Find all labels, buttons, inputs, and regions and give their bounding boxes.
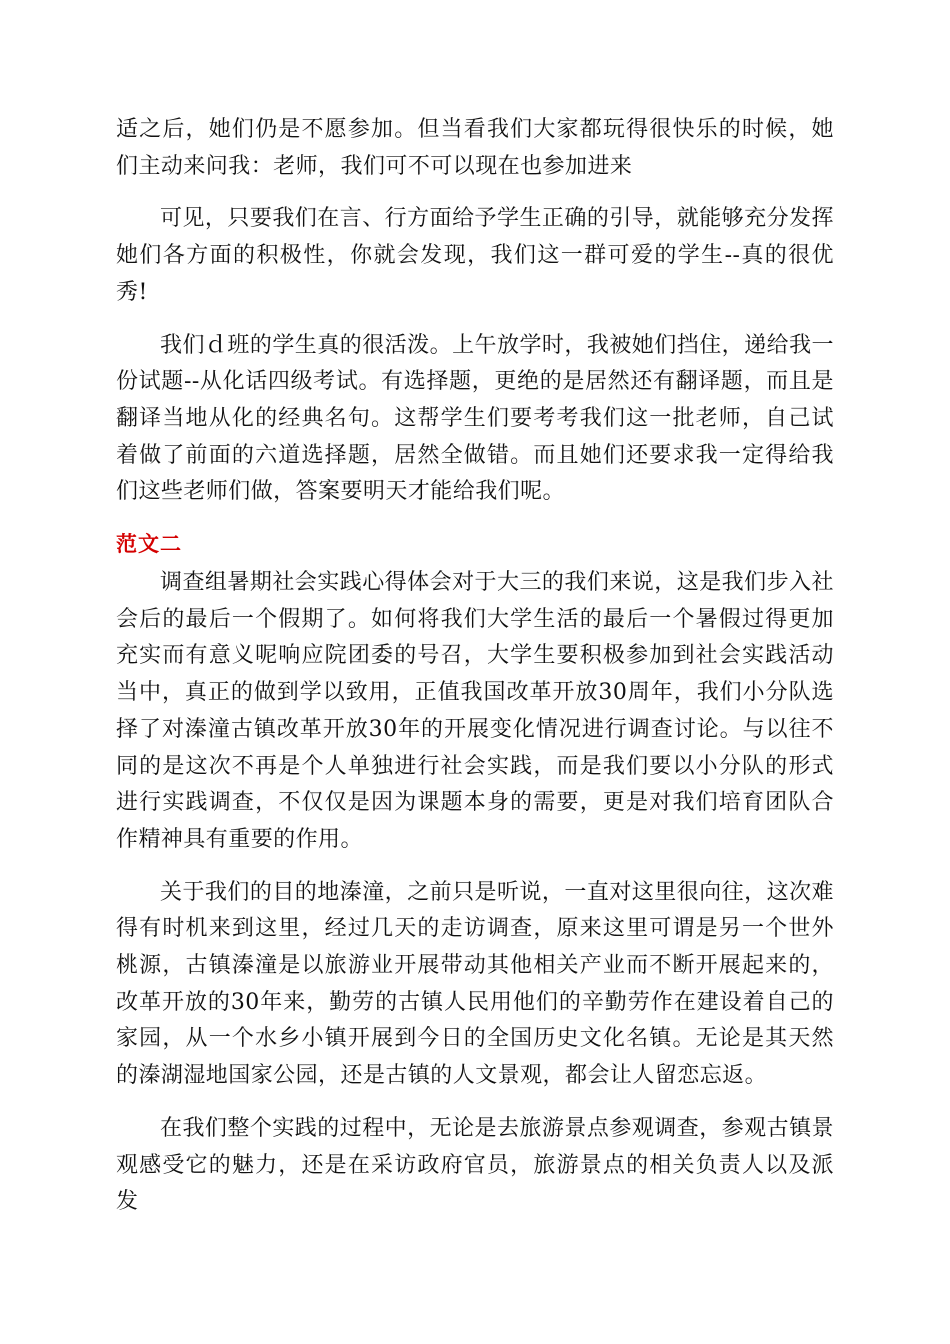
paragraph-practice-process: 在我们整个实践的过程中，无论是去旅游景点参观调查，参观古镇景观感受它的魅力，还是在采访政府官员，旅游景点的相关负责人以及派发 bbox=[116, 1115, 834, 1215]
paragraph-destination: 关于我们的目的地溱潼，之前只是听说，一直对这里很向往，这次难得有时机来到这里，经过几天的走访调查，原来这里可谓是另一个世外桃源，古镇溱潼是以旅游业开展带动其他相关产业而不断开展起来的，改革开放的30年来，勤劳的古镇人民用他们的辛勤劳作在建设着自己的家园，从一个水乡小镇开展到今日的全国历史文化名镇。无论是其天然的溱湖湿地国家公园，还是古镇的人文景观，都会让人留恋忘返。 bbox=[116, 879, 834, 1089]
paragraph-class-d: 我们ｄ班的学生真的很活泼。上午放学时，我被她们挡住，递给我一份试题--从化话四级考试。有选择题，更绝的是居然还有翻译题，而且是翻译当地从化的经典名句。这帮学生们要考考我们这一批老师，自己试着做了前面的六道选择题，居然全做错。而且她们还要求我一定得给我们这些老师们做，答案要明天才能给我们呢。 bbox=[116, 332, 834, 505]
paragraph-continuation: 适之后，她们仍是不愿参加。但当看我们大家都玩得很快乐的时候，她们主动来问我：老师，我们可不可以现在也参加进来 bbox=[116, 117, 834, 179]
paragraph-guidance: 可见，只要我们在言、行方面给予学生正确的引导，就能够充分发挥她们各方面的积极性，你就会发现，我们这一群可爱的学生--真的很优秀! bbox=[116, 206, 834, 305]
section-heading: 范文二 bbox=[116, 532, 182, 557]
document-body bbox=[116, 112, 834, 1237]
paragraph-survey-intro: 调查组暑期社会实践心得体会对于大三的我们来说，这是我们步入社会后的最后一个假期了。如何将我们大学生活的最后一个暑假过得更加充实而有意义呢响应院团委的号召，大学生要积极参加到社会实践活动当中，真正的做到学以致用，正值我国改革开放30周年，我们小分队选择了对溱潼古镇改革开放30年的开展变化情况进行调查讨论。与以往不同的是这次不再是个人单独进行社会实践，而是我们要以小分队的形式进行实践调查，不仅仅是因为课题本身的需要，更是对我们培育团队合作精神具有重要的作用。 bbox=[116, 570, 834, 852]
